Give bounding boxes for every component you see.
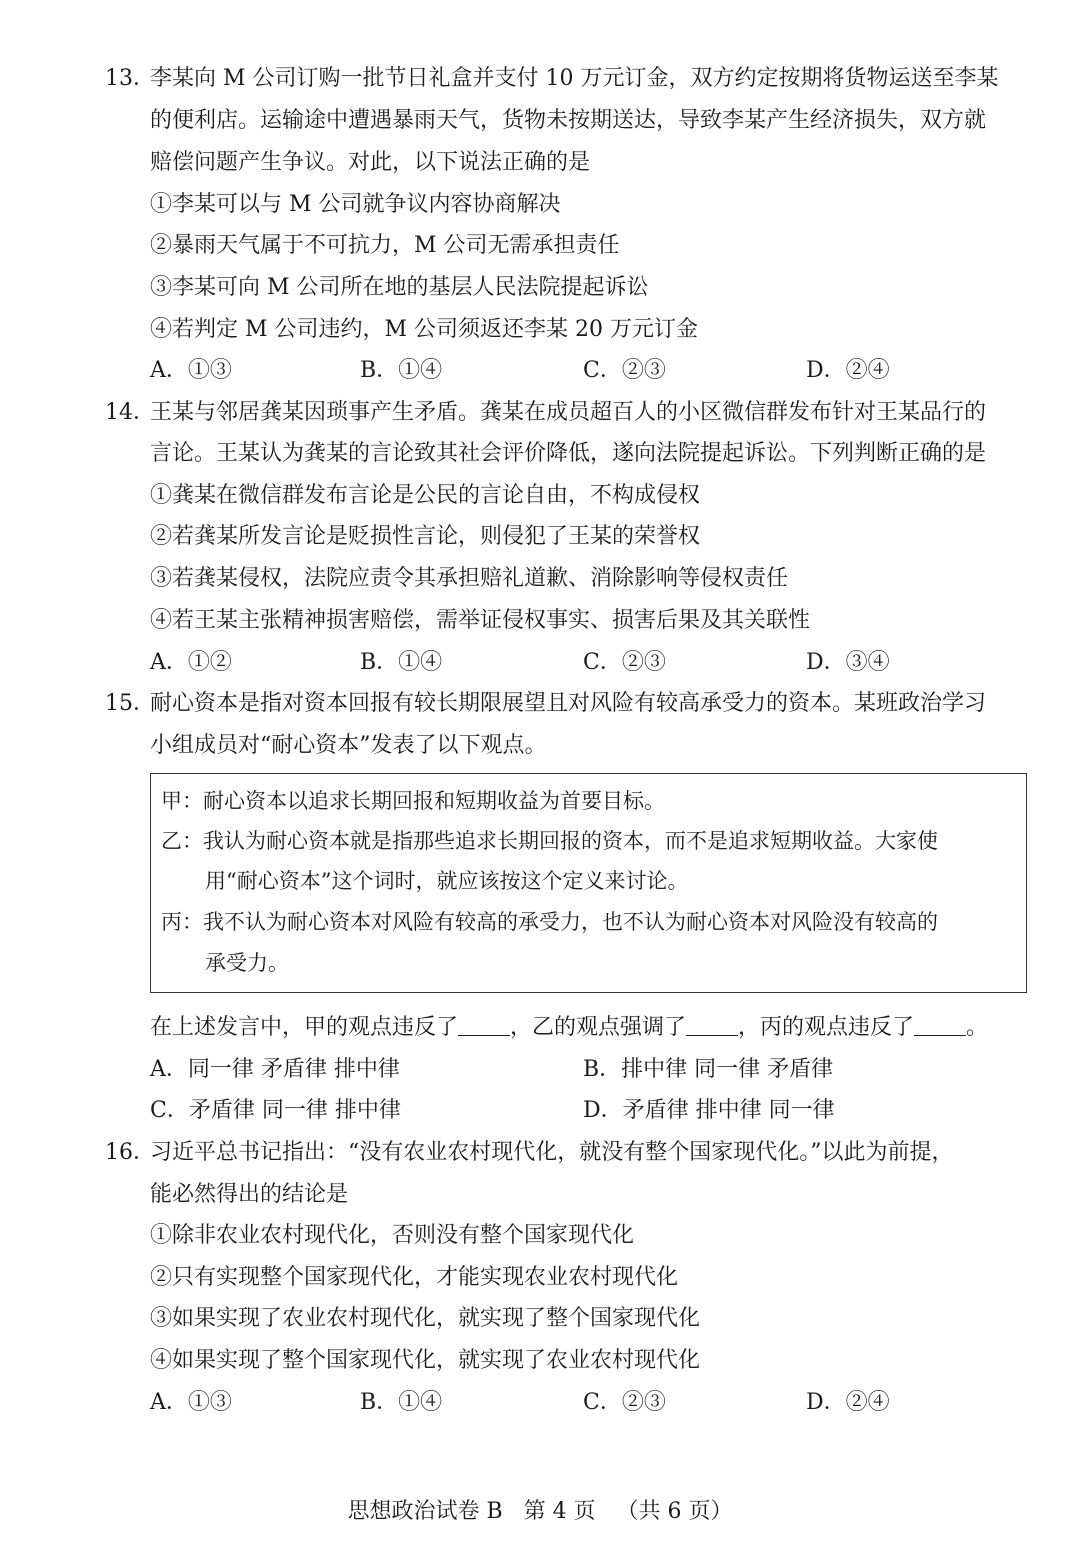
question-number: 15． [105,691,155,716]
question-number: 14． [105,400,155,425]
statement-item: ②暴雨天气属于不可抗力，M 公司无需承担责任 [150,233,620,258]
question-stem-line: 的便利店。运输途中遭遇暴雨天气，货物未按期送达，导致李某产生经济损失，双方就 [150,108,987,133]
option-a: A．同一律 矛盾律 排中律 [150,1057,400,1082]
statement-item: ②只有实现整个国家现代化，才能实现农业农村现代化 [150,1265,679,1290]
question-stem-line: 耐心资本是指对资本回报有较长期限展望且对风险有较高承受力的资本。某班政治学习 [150,691,987,716]
option-d: D．矛盾律 排中律 同一律 [583,1098,835,1123]
quote-line-yi: 乙：我认为耐心资本就是指那些追求长期回报的资本，而不是追求短期收益。大家使 [161,829,938,853]
question-stem-line: 言论。王某认为龚某的言论致其社会评价降低，遂向法院提起诉讼。下列判断正确的是 [150,441,987,466]
option-a: A．①③ [150,358,232,383]
statement-item: ④若王某主张精神损害赔偿，需举证侵权事实、损害后果及其关联性 [150,608,811,633]
statement-item: ④若判定 M 公司违约，M 公司须返还李某 20 万元订金 [150,317,699,342]
statement-item: ②若龚某所发言论是贬损性言论，则侵犯了王某的荣誉权 [150,524,701,549]
answer-blank [686,1015,738,1036]
option-c: C．②③ [583,358,666,383]
option-b: B．①④ [360,358,443,383]
quote-line-jia: 甲：耐心资本以追求长期回报和短期收益为首要目标。 [161,789,665,813]
question-number: 16． [105,1140,155,1165]
quote-line-bing: 丙：我不认为耐心资本对风险有较高的承受力，也不认为耐心资本对风险没有较高的 [161,910,938,934]
statement-item: ④如果实现了整个国家现代化，就实现了农业农村现代化 [150,1348,701,1373]
statement-item: ①除非农业农村现代化，否则没有整个国家现代化 [150,1223,635,1248]
question-number: 13． [105,66,155,91]
answer-blank [914,1015,966,1036]
option-d: D．③④ [806,650,890,675]
option-d: D．②④ [806,1390,890,1415]
question-stem-line: 王某与邻居龚某因琐事产生矛盾。龚某在成员超百人的小区微信群发布针对王某品行的 [150,400,987,425]
option-a: A．①③ [150,1390,232,1415]
page-footer: 思想政治试卷 B 第 4 页 （共 6 页） [347,1499,733,1524]
option-c: C．矛盾律 同一律 排中律 [150,1098,401,1123]
question-stem-line: 李某向 M 公司订购一批节日礼盒并支付 10 万元订金，双方约定按期将货物运送至李某 [150,66,999,91]
statement-item: ①李某可以与 M 公司就争议内容协商解决 [150,192,561,217]
statement-item: ③李某可向 M 公司所在地的基层人民法院提起诉讼 [150,275,649,300]
quote-box [150,773,1027,993]
option-a: A．①② [150,650,232,675]
answer-blank [458,1015,510,1036]
option-b: B．①④ [360,1390,443,1415]
option-c: C．②③ [583,1390,666,1415]
option-c: C．②③ [583,650,666,675]
quote-line-bing-cont: 承受力。 [205,951,289,975]
option-b: B．①④ [360,650,443,675]
option-b: B．排中律 同一律 矛盾律 [583,1057,834,1082]
statement-item: ③如果实现了农业农村现代化，就实现了整个国家现代化 [150,1306,701,1331]
question-stem-line: 小组成员对“耐心资本”发表了以下观点。 [150,733,547,758]
statement-item: ③若龚某侵权，法院应责令其承担赔礼道歉、消除影响等侵权责任 [150,566,789,591]
question-stem-line: 赔偿问题产生争议。对此，以下说法正确的是 [150,150,591,175]
question-stem-line: 习近平总书记指出：“没有农业农村现代化，就没有整个国家现代化。”以此为前提， [150,1140,954,1165]
question-stem-line: 能必然得出的结论是 [150,1182,349,1207]
quote-line-yi-cont: 用“耐心资本”这个词时，就应该按这个定义来讨论。 [205,869,689,893]
option-d: D．②④ [806,358,890,383]
fill-in-sentence: 在上述发言中，甲的观点违反了 ，乙的观点强调了 ，丙的观点违反了 。 [150,1015,989,1040]
statement-item: ①龚某在微信群发布言论是公民的言论自由，不构成侵权 [150,483,701,508]
